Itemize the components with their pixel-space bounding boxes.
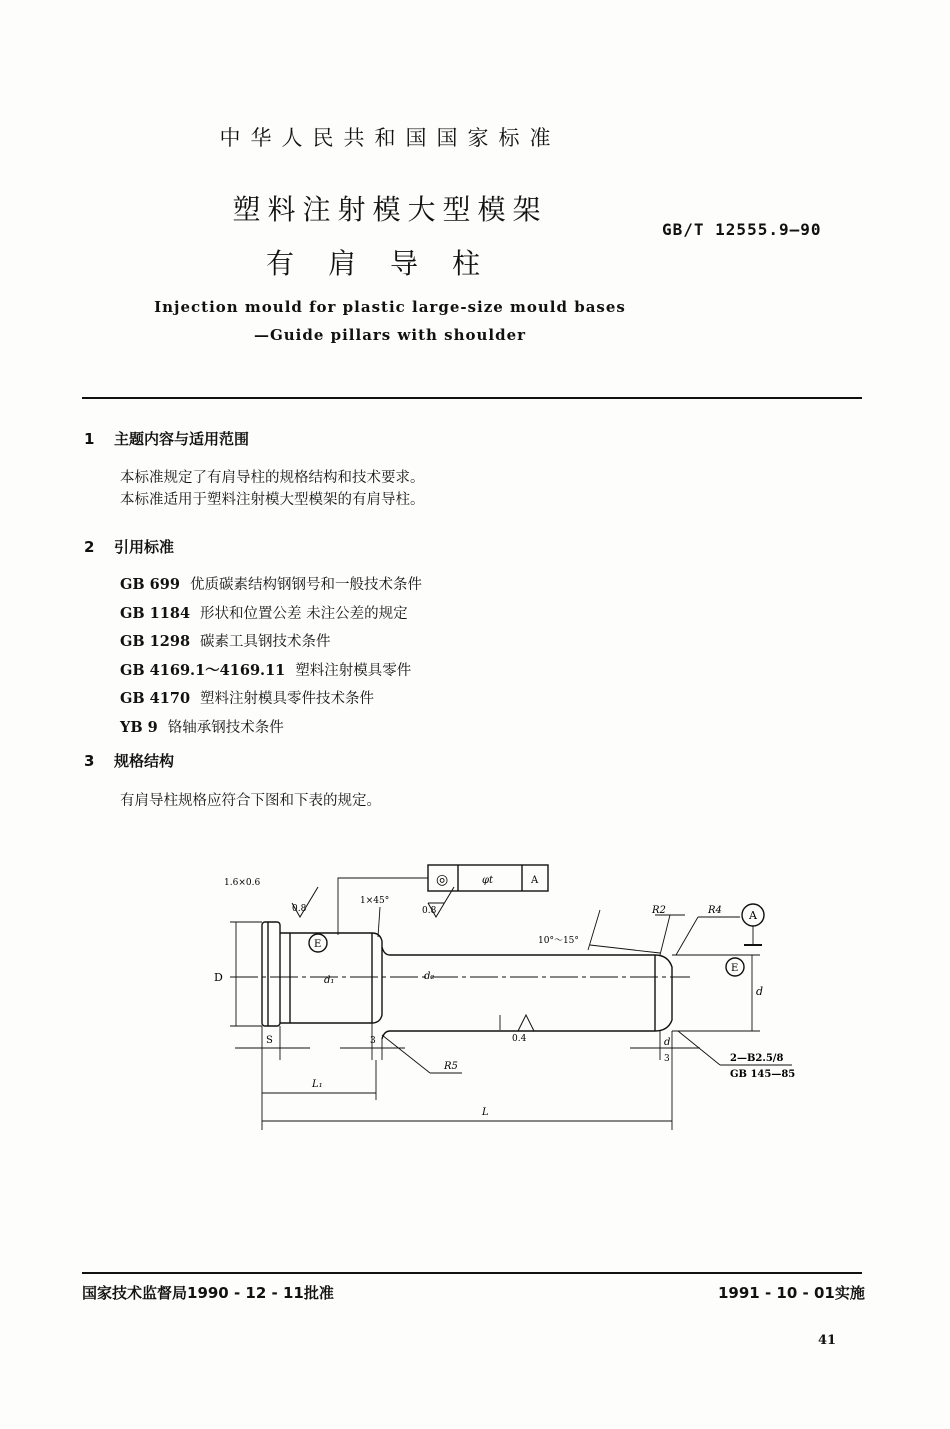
datum-a-label: A bbox=[749, 909, 757, 922]
standard-subtitle: 有肩导柱 bbox=[265, 247, 514, 280]
angle-label: 10°～15° bbox=[538, 936, 579, 946]
header-divider bbox=[82, 397, 862, 399]
reference-item bbox=[120, 685, 422, 714]
reference-title: 形状和位置公差 未注公差的规定 bbox=[200, 605, 408, 622]
reference-item bbox=[120, 657, 422, 686]
dim-d2: d₂ bbox=[424, 971, 435, 982]
roughness-label-left: 0.8 bbox=[292, 904, 307, 914]
english-title-line1: Injection mould for plastic large-size mould bases bbox=[154, 298, 626, 316]
dim-d-over-3-top: d bbox=[664, 1037, 671, 1048]
center-hole-spec: 2—B2.5/8 bbox=[730, 1053, 784, 1064]
radius-r5: R5 bbox=[444, 1061, 458, 1072]
dim-d1: d₁ bbox=[324, 975, 335, 986]
reference-item bbox=[120, 628, 422, 657]
english-title-line2: —Guide pillars with shoulder bbox=[253, 326, 527, 344]
reference-title: 塑料注射模具零件 bbox=[295, 662, 412, 679]
reference-code: GB 699 bbox=[120, 576, 180, 593]
reference-code: GB 1298 bbox=[120, 633, 191, 650]
radius-r4: R4 bbox=[708, 905, 722, 916]
guide-pillar-drawing bbox=[200, 855, 820, 1145]
dim-d: d bbox=[756, 985, 764, 998]
section-title: 引用标准 bbox=[114, 538, 175, 556]
tolerance-datum: A bbox=[531, 875, 539, 886]
page-number: 41 bbox=[818, 1333, 837, 1348]
section-3-body bbox=[120, 790, 381, 812]
reference-list bbox=[120, 571, 422, 742]
section-3-heading bbox=[84, 750, 174, 771]
reference-code: GB 4170 bbox=[120, 690, 191, 707]
chamfer-note: 1.6×0.6 bbox=[224, 878, 261, 888]
chamfer-45-label: 1×45° bbox=[360, 896, 390, 906]
reference-item bbox=[120, 571, 422, 600]
section-title: 规格结构 bbox=[114, 752, 175, 770]
paragraph: 本标准规定了有肩导柱的规格结构和技术要求。 bbox=[120, 470, 425, 486]
dim-d-over-3-bottom: 3 bbox=[664, 1054, 670, 1064]
reference-title: 碳素工具钢技术条件 bbox=[200, 634, 331, 650]
tolerance-symbol: ◎ bbox=[436, 872, 449, 888]
section-number: 3 bbox=[84, 752, 95, 770]
reference-item bbox=[120, 714, 422, 743]
approval-date: 国家技术监督局1990 - 12 - 11批准 bbox=[82, 1284, 334, 1302]
standard-code: GB/T 12555.9—90 bbox=[662, 220, 822, 239]
section-title: 主题内容与适用范围 bbox=[114, 430, 250, 448]
reference-title: 塑料注射模具零件技术条件 bbox=[200, 691, 375, 707]
reference-item bbox=[120, 600, 422, 629]
reference-title: 优质碳素结构钢钢号和一般技术条件 bbox=[189, 577, 422, 593]
section-number: 1 bbox=[84, 430, 95, 448]
dim-D: D bbox=[214, 971, 223, 984]
roughness-e-left: E bbox=[314, 939, 322, 950]
roughness-label-mid: 0.8 bbox=[422, 906, 437, 916]
reference-code: YB 9 bbox=[120, 718, 158, 736]
tolerance-value: φt bbox=[482, 875, 494, 886]
reference-code: GB 1184 bbox=[120, 604, 191, 622]
center-hole-standard: GB 145—85 bbox=[730, 1069, 796, 1080]
dim-3: 3 bbox=[370, 1036, 376, 1046]
section-2-heading bbox=[84, 536, 174, 557]
pillar-guide-shaft bbox=[382, 947, 672, 1039]
section-1-body bbox=[120, 467, 425, 511]
paragraph: 有肩导柱规格应符合下图和下表的规定。 bbox=[120, 793, 381, 809]
dim-S: S bbox=[266, 1035, 273, 1046]
section-number: 2 bbox=[84, 538, 95, 556]
standard-title: 塑料注射模大型模架 bbox=[232, 193, 548, 226]
effective-date: 1991 - 10 - 01实施 bbox=[718, 1284, 865, 1302]
roughness-label-04: 0.4 bbox=[512, 1034, 527, 1044]
paragraph: 本标准适用于塑料注射模大型模架的有肩导柱。 bbox=[120, 492, 425, 508]
dim-L1: L₁ bbox=[312, 1079, 323, 1090]
issuing-country-title: 中华人民共和国国家标准 bbox=[219, 126, 561, 150]
dim-L: L bbox=[482, 1107, 489, 1118]
roughness-e-right: E bbox=[731, 963, 739, 974]
reference-code: GB 4169.1～4169.11 bbox=[120, 661, 286, 679]
reference-title: 铬轴承钢技术条件 bbox=[167, 719, 284, 736]
section-1-heading bbox=[84, 428, 249, 449]
pillar-head bbox=[262, 922, 280, 1026]
footer-divider bbox=[82, 1272, 862, 1274]
radius-r2: R2 bbox=[652, 905, 666, 916]
